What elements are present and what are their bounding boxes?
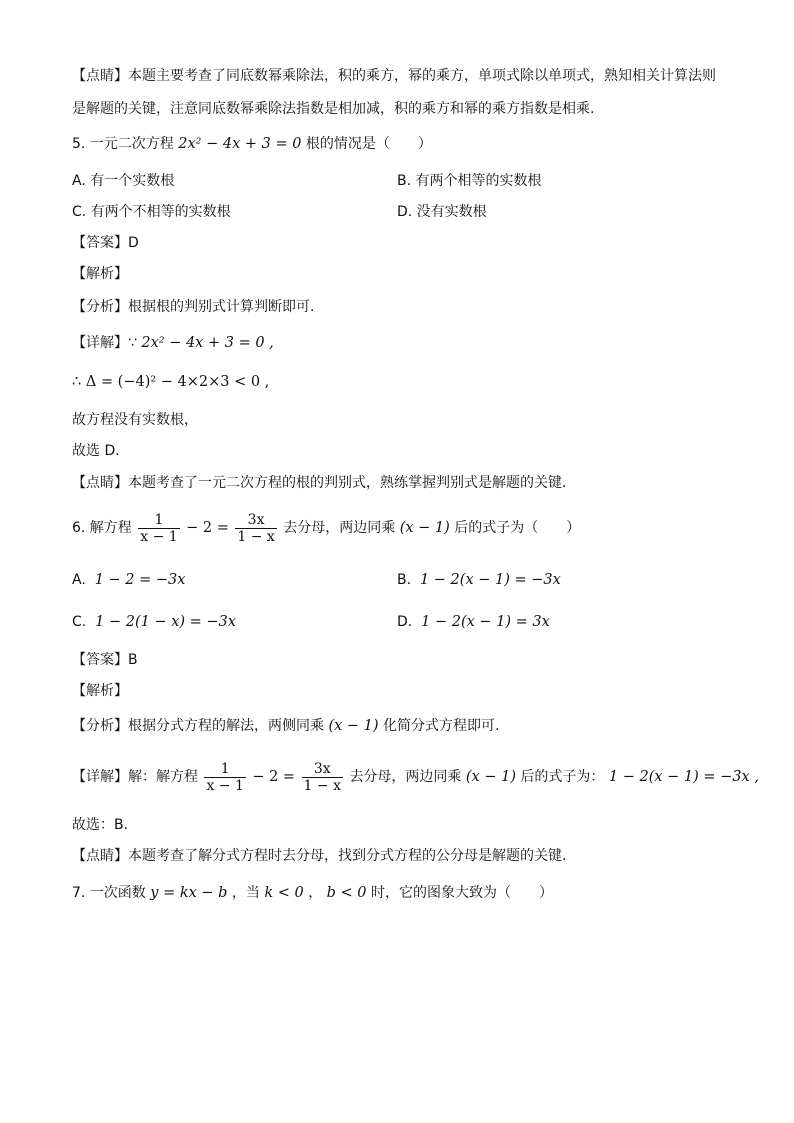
option-6d <box>397 612 550 632</box>
question-7 <box>72 883 553 903</box>
detail-6-pre: 【详解】解：解方程 <box>72 769 198 785</box>
detail-fraction-1-denominator: x − 1 <box>206 777 244 794</box>
option-6c <box>72 612 236 632</box>
choose-6: 故选：B. <box>72 817 129 833</box>
option-6b-expression: 1 − 2(x − 1) = −3x <box>419 572 561 588</box>
fenxi-6-post: 化简分式方程即可. <box>383 718 500 734</box>
detail-5 <box>72 333 274 353</box>
question-6-prefix: 6. 解方程 <box>72 520 132 536</box>
detail-fraction-2-denominator: 1 − x <box>303 777 341 794</box>
question-7-connector-1: ，当 <box>231 885 260 901</box>
question-6-fraction-2 <box>235 512 276 545</box>
question-7-k-condition: k < 0 <box>264 885 304 901</box>
detail-6-minus: − 2 = <box>252 769 296 785</box>
intro-line-1: 【点睛】本题主要考查了同底数幂乘除法，积的乘方，幂的乘方，单项式除以单项式，熟知相关计算法则 <box>72 68 716 84</box>
question-6-mid: 去分母，两边同乘 <box>283 520 396 536</box>
question-6-fraction-1 <box>138 512 179 545</box>
fenxi-6 <box>72 716 499 736</box>
detail-5-label: 【详解】∵ <box>72 335 137 351</box>
option-6c-label: C. <box>72 614 87 630</box>
option-6a-expression: 1 − 2 = −3x <box>94 572 186 588</box>
option-5b: B. 有两个相等的实数根 <box>397 173 542 189</box>
delta-5 <box>72 372 269 392</box>
detail-fraction-2-numerator: 3x <box>302 761 343 778</box>
question-7-prefix: 7. 一次函数 <box>72 885 146 901</box>
option-5c: C. 有两个不相等的实数根 <box>72 204 231 220</box>
dianjing-5: 【点睛】本题考查了一元二次方程的根的判别式，熟练掌握判别式是解题的关键. <box>72 475 567 491</box>
detail-6 <box>72 757 759 797</box>
fraction-2-numerator: 3x <box>235 512 276 529</box>
dianjing-6: 【点睛】本题考查了解分式方程时去分母，找到分式方程的公分母是解题的关键. <box>72 848 567 864</box>
option-6c-expression: 1 − 2(1 − x) = −3x <box>95 614 236 630</box>
question-5-suffix: 根的情况是（ ） <box>305 136 432 152</box>
detail-5-equation: 2x² − 4x + 3 = 0 , <box>141 335 274 351</box>
question-5-equation: 2x² − 4x + 3 = 0 <box>178 136 302 152</box>
question-6-minus: − 2 = <box>186 520 229 536</box>
detail-6-fraction-1 <box>204 761 245 794</box>
option-6b <box>397 570 561 590</box>
conclusion-5: 故方程没有实数根， <box>72 412 198 428</box>
analysis-6: 【解析】 <box>72 683 128 699</box>
option-6d-expression: 1 − 2(x − 1) = 3x <box>421 614 550 630</box>
delta-5-expression: ∴ Δ = (−4)² − 4×2×3 < 0 , <box>72 374 270 390</box>
question-6 <box>72 508 580 548</box>
option-6d-label: D. <box>397 614 413 630</box>
detail-6-fraction-2 <box>302 761 343 794</box>
question-6-paren: (x − 1) <box>399 520 450 536</box>
question-5 <box>72 134 432 154</box>
question-6-suffix: 后的式子为（ ） <box>454 520 581 536</box>
detail-fraction-1-numerator: 1 <box>204 761 245 778</box>
choose-5: 故选 D. <box>72 443 120 459</box>
option-5d: D. 没有实数根 <box>397 204 487 220</box>
fenxi-6-paren: (x − 1) <box>328 718 379 734</box>
fraction-1-denominator: x − 1 <box>140 528 178 545</box>
question-5-prefix: 5. 一元二次方程 <box>72 136 174 152</box>
detail-6-paren: (x − 1) <box>465 769 516 785</box>
option-6a <box>72 570 185 590</box>
option-6b-label: B. <box>397 572 412 588</box>
question-7-suffix: 时，它的图象大致为（ ） <box>370 885 553 901</box>
answer-6: 【答案】B <box>72 652 138 668</box>
question-7-b-condition: b < 0 <box>326 885 367 901</box>
question-7-connector-2: ， <box>308 885 323 901</box>
detail-6-result: 1 − 2(x − 1) = −3x , <box>608 769 759 785</box>
detail-6-post: 后的式子为： <box>520 769 605 785</box>
intro-line-2: 是解题的关键，注意同底数幂乘除法指数是相加减，积的乘方和幂的乘方指数是相乘. <box>72 101 595 117</box>
question-7-function: y = kx − b <box>150 885 228 901</box>
fraction-1-numerator: 1 <box>138 512 179 529</box>
fenxi-5: 【分析】根据根的判别式计算判断即可. <box>72 299 315 315</box>
option-6a-label: A. <box>72 572 86 588</box>
fraction-2-denominator: 1 − x <box>237 528 275 545</box>
detail-6-mid: 去分母，两边同乘 <box>349 769 462 785</box>
analysis-5: 【解析】 <box>72 266 128 282</box>
answer-5: 【答案】D <box>72 235 139 251</box>
option-5a: A. 有一个实数根 <box>72 173 175 189</box>
fenxi-6-pre: 【分析】根据分式方程的解法，两侧同乘 <box>72 718 324 734</box>
